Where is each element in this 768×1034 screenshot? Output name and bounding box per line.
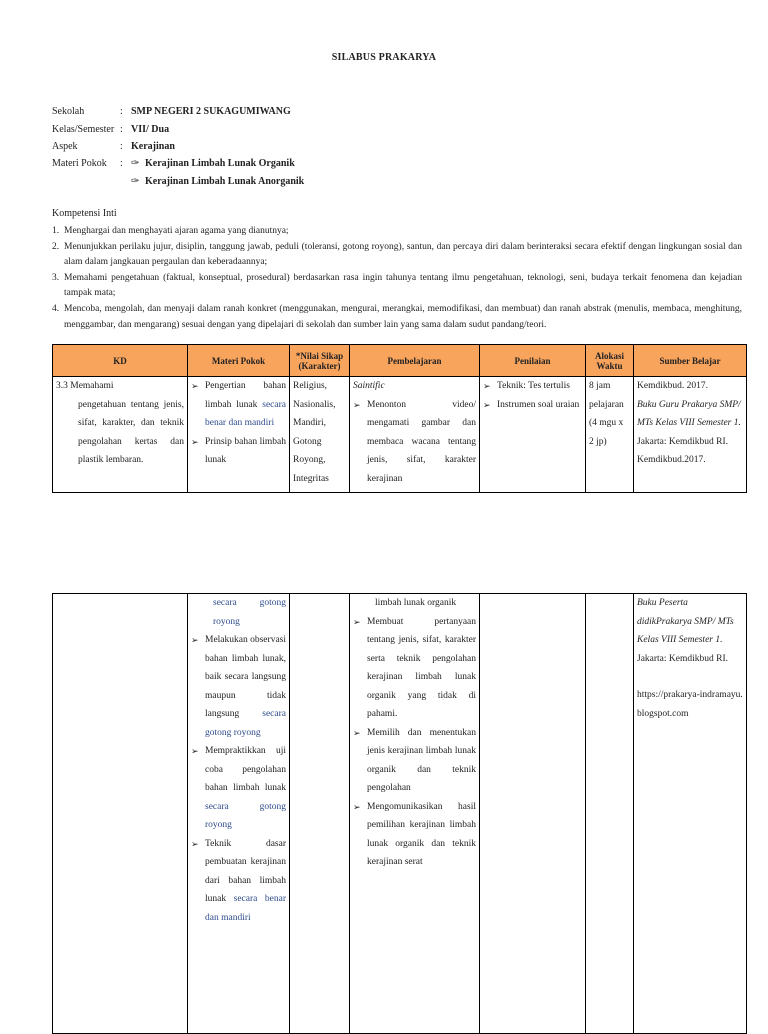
- nilai-cell: [290, 594, 350, 1034]
- list-item: ➢ Pengertian bahan limbah lunak secara benar dan mandiri: [191, 377, 286, 433]
- kelas-label: Kelas/Semester: [52, 124, 115, 135]
- alokasi-cell: 8 jam pelajaran (4 mgu x 2 jp): [586, 377, 634, 493]
- aspek-label: Aspek: [52, 141, 78, 152]
- list-item: 3. Memahami pengetahuan (faktual, konseptual, prosedural) berdasarkan rasa ingin tahunya tentang ilmu pengetahuan, teknologi, seni, budaya terkait fenomena dan kejadian tampak mata;: [52, 272, 742, 299]
- penilaian-cell: [480, 377, 586, 493]
- arrow-bullet-icon: ➢: [191, 635, 199, 645]
- arrow-bullet-icon: ➢: [353, 616, 361, 627]
- header-sumber: Sumber Belajar: [634, 345, 747, 377]
- materi-cell: secara gotong royong ➢ Melakukan observasi bahan limbah lunak, baik secara langsung maupun tidak langsung secara gotong royong ➢ Mempraktikkan uji coba pengolahan bahan limbah lunak secara gotong royong ➢ Teknik dasar pembuatan kerajinan dari bahan limbah lunak secara benar dan mandiri: [188, 594, 290, 1034]
- kd-cell: [53, 594, 188, 1034]
- colon: :: [120, 106, 123, 117]
- pembelajaran-cell: Saintific ➢ Menonton video/ mengamati gambar dan membaca wacana tentang jenis, sifat, karakter kerajinan: [350, 377, 480, 493]
- colon: :: [120, 124, 123, 135]
- arrow-bullet-icon: ➢: [353, 801, 361, 812]
- list-item: ➢ Instrumen soal uraian: [483, 396, 582, 415]
- header-materi: Materi Pokok: [188, 345, 290, 377]
- materi-cell: [188, 377, 290, 493]
- list-item: ➢ Menonton video/ mengamati gambar dan membaca wacana tentang jenis, sifat, karakter kerajinan: [353, 396, 476, 489]
- arrow-bullet-icon: ➢: [483, 381, 491, 391]
- colon: :: [120, 158, 123, 169]
- pen-bullet-icon: ✑: [131, 176, 140, 187]
- list-item: ➢ Teknik dasar pembuatan kerajinan dari bahan limbah lunak secara benar dan mandiri: [191, 835, 286, 928]
- kd-cell: 3.3 Memahami pengetahuan tentang jenis, sifat, karakter, dan teknik pengolahan kertas dan plastik lembaran.: [53, 377, 188, 493]
- document-title: SILABUS PRAKARYA: [331, 52, 437, 63]
- list-item: 1. Menghargai dan menghayati ajaran agama yang dianutnya;: [52, 226, 289, 236]
- list-item: ➢ Prinsip bahan limbah lunak: [191, 433, 286, 470]
- list-item: ➢ Mempraktikkan uji coba pengolahan bahan limbah lunak secara gotong royong: [191, 742, 286, 835]
- sekolah-value: SMP NEGERI 2 SUKAGUMIWANG: [131, 106, 291, 117]
- list-item: ➢ Membuat pertanyaan tentang jenis, sifat, karakter serta teknik pengolahan kerajinan limbah lunak organik yang tidak di pahami.: [353, 613, 476, 724]
- materi-label: Materi Pokok: [52, 158, 107, 169]
- list-item: ➢ Memilih dan menentukan jenis kerajinan limbah lunak organik dan teknik pengolahan: [353, 724, 476, 798]
- kompetensi-list: [52, 224, 742, 333]
- aspek-value: Kerajinan: [131, 141, 175, 152]
- arrow-bullet-icon: ➢: [483, 399, 491, 410]
- arrow-bullet-icon: ➢: [353, 727, 361, 738]
- arrow-bullet-icon: ➢: [353, 399, 361, 410]
- penilaian-cell: [480, 594, 586, 1034]
- kompetensi-heading: Kompetensi Inti: [52, 208, 117, 219]
- header-nilai: *Nilai Sikap (Karakter): [290, 345, 350, 377]
- list-item: ➢ Melakukan observasi bahan limbah lunak, baik secara langsung maupun tidak langsung secara gotong royong: [191, 631, 286, 742]
- pembelajaran-cell: limbah lunak organik ➢ Membuat pertanyaan tentang jenis, sifat, karakter serta teknik pengolahan kerajinan limbah lunak organik yang tidak di pahami. ➢ Memilih dan menentukan jenis kerajinan limbah lunak organik dan teknik pengolahan ➢ Mengomunikasikan hasil pemilihan kerajinan limbah lunak organik dan teknik kerajinan serat: [350, 594, 480, 1034]
- pen-bullet-icon: ✑: [131, 158, 140, 169]
- materi-value-1: ✑ Kerajinan Limbah Lunak Organik: [131, 158, 295, 169]
- list-item: 2. Menunjukkan perilaku jujur, disiplin, tanggung jawab, peduli (toleransi, gotong royong), santun, dan percaya diri dalam berinteraksi secara efektif dengan lingkungan sosial dan alam dalam jangkauan pergaulan dan keberadaannya;: [52, 241, 742, 268]
- materi-value-2: ✑ Kerajinan Limbah Lunak Anorganik: [131, 176, 305, 187]
- arrow-bullet-icon: ➢: [191, 381, 199, 391]
- kd-description: pengetahuan tentang jenis, sifat, karakter, dan teknik pengolahan kertas dan plastik lembaran.: [78, 399, 184, 465]
- header-kd: KD: [53, 345, 188, 377]
- syllabus-table-part-1: [52, 344, 747, 493]
- sekolah-label: Sekolah: [52, 106, 85, 117]
- alokasi-cell: [586, 594, 634, 1034]
- colon: :: [120, 141, 123, 152]
- header-penilaian: Penilaian: [480, 345, 586, 377]
- kelas-value: VII/ Dua: [131, 124, 170, 135]
- header-pembelajaran: Pembelajaran: [350, 345, 480, 377]
- arrow-bullet-icon: ➢: [191, 838, 199, 849]
- syllabus-table-part-2: [52, 593, 747, 1034]
- sumber-cell: Kemdikbud. 2017. Buku Guru Prakarya SMP/ MTs Kelas VIII Semester 1. Jakarta: Kemdikbud RI. Kemdikbud.2017.: [634, 377, 747, 493]
- header-alokasi: Alokasi Waktu: [586, 345, 634, 377]
- nilai-cell: Religius, Nasionalis, Mandiri, Gotong Royong, Integritas: [290, 377, 350, 493]
- sumber-url[interactable]: https://prakarya-indramayu.blogspot.com: [637, 690, 743, 719]
- list-item: ➢ Teknik: Tes tertulis: [483, 377, 582, 396]
- list-item: 4. Mencoba, mengolah, dan menyaji dalam ranah konkret (menggunakan, mengurai, merangkai, memodifikasi, dan membuat) dan ranah abstrak (menulis, membaca, menghitung, menggambar, dan mengarang) sesuai dengan yang dipelajari di sekolah dan sumber lain yang sama dalam sudut pandang/teori.: [52, 303, 742, 330]
- list-item: ➢ Mengomunikasikan hasil pemilihan kerajinan limbah lunak organik dan teknik kerajinan serat: [353, 798, 476, 872]
- arrow-bullet-icon: ➢: [191, 436, 199, 447]
- sumber-cell: Buku Peserta didikPrakarya SMP/ MTs Kelas VIII Semester 1. Jakarta: Kemdikbud RI. https://prakarya-indramayu.blogspot.com: [634, 594, 747, 1034]
- arrow-bullet-icon: ➢: [191, 746, 199, 756]
